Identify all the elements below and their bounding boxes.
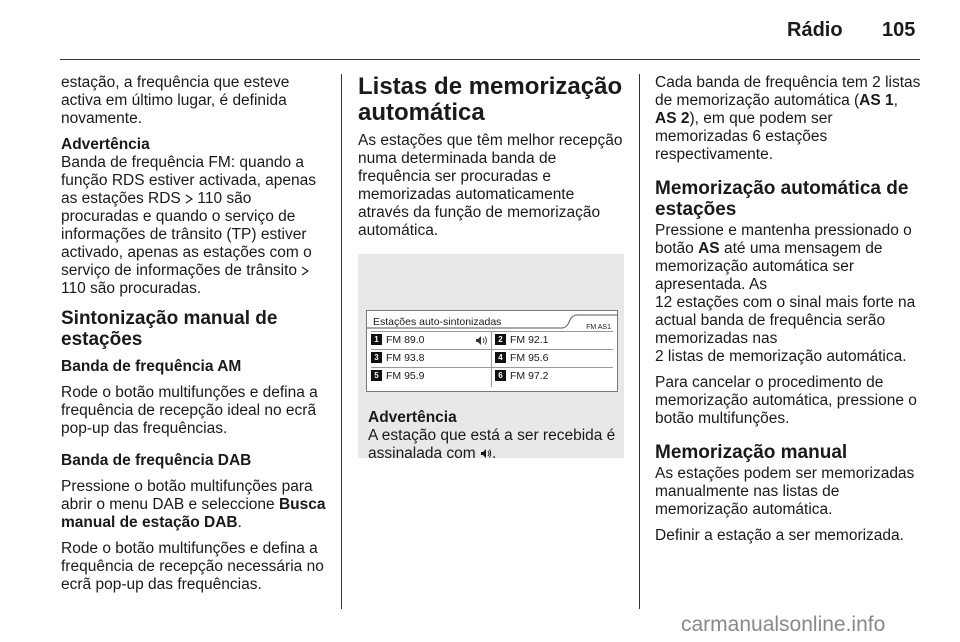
paragraph: As estações que têm melhor recepção numa determinada banda de frequência ser procuradas e memorizadas automaticamente através da função de memorização automática. bbox=[358, 132, 623, 239]
column-divider-2 bbox=[639, 74, 640, 609]
paragraph-part: Pressione e mantenha pressionado o botão bbox=[655, 222, 912, 257]
column-2 bbox=[358, 74, 624, 468]
note-title: Advertência bbox=[368, 409, 457, 426]
preset-label: FM 93.8 bbox=[386, 352, 425, 364]
screen-band-label: FM AS1 bbox=[586, 324, 611, 331]
subheading: Banda de frequência AM bbox=[61, 358, 242, 375]
column-1 bbox=[61, 74, 327, 602]
preset-number: 6 bbox=[495, 370, 506, 381]
section-heading: Memorização manual bbox=[655, 442, 848, 463]
preset-slot bbox=[495, 350, 549, 366]
preset-slot bbox=[371, 368, 425, 384]
preset-label: FM 95.9 bbox=[386, 370, 425, 382]
paragraph-part: até uma mensagem de memorização automática ser apresentada. As bbox=[655, 240, 883, 293]
header-rule bbox=[60, 59, 920, 60]
column-3 bbox=[655, 74, 923, 553]
paragraph: Rode o botão multifunções e defina a frequência de recepção necessária no ecrã pop-up das frequências. bbox=[61, 540, 324, 593]
page-number: 105 bbox=[882, 19, 916, 41]
note-text-part: A estação que está a ser recebida é assinalada com bbox=[368, 427, 616, 462]
paragraph bbox=[655, 222, 923, 294]
button-ref: AS 1 bbox=[859, 92, 894, 109]
section-heading: Sintonização manual de estações bbox=[61, 308, 278, 350]
watermark-url: carmanualsonline.info bbox=[681, 613, 886, 636]
note-text-part: 110 são procuradas e quando o serviço de informações de trânsito (TP) estiver activado, apenas as estações com o serviço de informações de trânsito bbox=[61, 190, 312, 279]
preset-slot bbox=[371, 350, 425, 366]
section-heading: Listas de memorização automática bbox=[358, 73, 623, 126]
running-header-title: Rádio bbox=[787, 19, 843, 41]
column-divider-1 bbox=[341, 74, 342, 609]
note-text-part: Banda de frequência FM: quando a função RDS estiver activada, apenas as estações RDS bbox=[61, 154, 317, 207]
slot-divider bbox=[491, 331, 492, 387]
paragraph: 2 listas de memorização automática. bbox=[655, 348, 907, 365]
paragraph: Rode o botão multifunções e defina a frequência de recepção ideal no ecrã pop-up das frequências. bbox=[61, 384, 318, 437]
screen-title: Estações auto-sintonizadas bbox=[373, 316, 502, 328]
preset-label: FM 92.1 bbox=[510, 334, 549, 346]
page-ref-arrow-icon bbox=[301, 266, 309, 276]
button-ref: AS 2 bbox=[655, 110, 690, 127]
paragraph-part: Cada banda de frequência tem 2 listas de memorização automática ( bbox=[655, 74, 921, 109]
speaker-icon bbox=[475, 335, 488, 346]
preset-number: 4 bbox=[495, 352, 506, 363]
paragraph: Definir a estação a ser memorizada. bbox=[655, 527, 904, 544]
section-heading: Memorização automática de estações bbox=[655, 178, 909, 220]
paragraph-part: ), em que podem ser memorizadas 6 estações respectivamente. bbox=[655, 110, 833, 163]
paragraph: Pressione o botão multifunções para abrir o menu DAB e seleccione Busca manual de estação DAB. bbox=[61, 478, 326, 531]
speaker-icon bbox=[480, 448, 492, 459]
preset-number: 5 bbox=[371, 370, 382, 381]
figure-note bbox=[368, 409, 624, 463]
advert-note bbox=[61, 136, 327, 298]
page-ref-arrow-icon bbox=[185, 194, 193, 204]
preset-label: FM 95.6 bbox=[510, 352, 549, 364]
paragraph: 12 estações com o sinal mais forte na actual banda de frequência serão memorizadas nas bbox=[655, 294, 916, 347]
note-text: A estação que está a ser recebida é assinalada com . bbox=[368, 427, 616, 462]
note-title: Advertência bbox=[61, 136, 150, 153]
preset-number: 3 bbox=[371, 352, 382, 363]
button-ref: AS bbox=[698, 240, 720, 257]
display-illustration bbox=[358, 254, 624, 462]
preset-label: FM 97.2 bbox=[510, 370, 549, 382]
note-text bbox=[61, 154, 327, 298]
radio-screen bbox=[366, 310, 618, 392]
preset-slot bbox=[371, 332, 425, 348]
note-text-part: 110 são procuradas. bbox=[61, 280, 202, 297]
paragraph: Para cancelar o procedimento de memorização automática, pressione o botão multifunções. bbox=[655, 374, 917, 427]
preset-slot bbox=[495, 332, 549, 348]
subheading: Banda de frequência DAB bbox=[61, 452, 252, 469]
preset-number: 2 bbox=[495, 334, 506, 345]
paragraph-part: , bbox=[893, 92, 898, 109]
preset-label: FM 89.0 bbox=[386, 334, 425, 346]
paragraph: estação, a frequência que esteve activa em último lugar, é definida novamente. bbox=[61, 74, 290, 127]
preset-number: 1 bbox=[371, 334, 382, 345]
paragraph-part: Pressione o botão multifunções para abrir o menu DAB e seleccione bbox=[61, 478, 313, 513]
menu-item-ref: Busca manual de estação DAB bbox=[61, 496, 326, 531]
paragraph: As estações podem ser memorizadas manualmente nas listas de memorização automática. bbox=[655, 465, 915, 518]
paragraph bbox=[655, 74, 923, 164]
preset-slot bbox=[495, 368, 549, 384]
